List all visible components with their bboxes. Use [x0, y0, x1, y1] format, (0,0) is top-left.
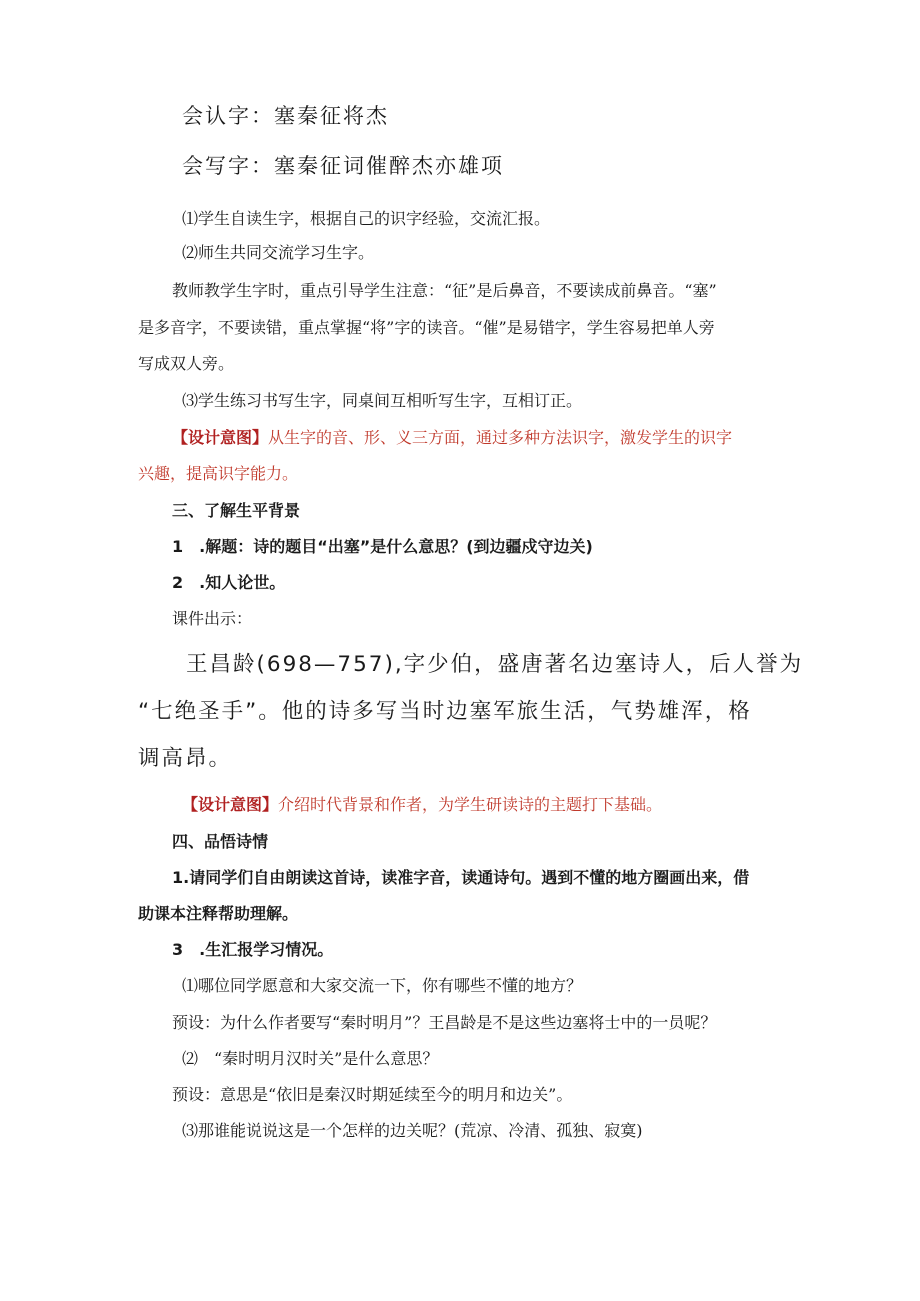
design-intent-2 — [182, 792, 662, 815]
section-3-heading: 三、了解生平背景 — [172, 501, 301, 520]
design-intent-2-tag: 【设计意图】 — [182, 795, 279, 814]
poet-intro-line-1: 王昌龄(698—757),字少伯，盛唐著名边塞诗人，后人誉为 — [186, 652, 804, 677]
section-4-heading: 四、品悟诗情 — [172, 832, 269, 851]
preset-2: 预设：意思是“依旧是秦汉时期延续至今的明月和边关”。 — [172, 1085, 573, 1104]
design-intent-1-line-2: 兴趣，提高识字能力。 — [138, 464, 299, 483]
question-3: ⑶那谁能说说这是一个怎样的边关呢？(荒凉、冷清、孤独、寂寞) — [182, 1121, 643, 1140]
design-intent-text: 从生字的音、形、义三方面，通过多种方法识字，激发学生的识字 — [268, 428, 733, 447]
section-4-item-3: 3 .生汇报学习情况。 — [172, 940, 334, 959]
teacher-note-line-3: 写成双人旁。 — [138, 354, 235, 373]
design-intent-1 — [172, 425, 732, 448]
section-3-item-1: 1 .解题：诗的题目“出塞”是什么意思？(到边疆戍守边关) — [172, 537, 593, 556]
courseware-label: 课件出示： — [172, 609, 253, 628]
step-3: ⑶学生练习书写生字，同桌间互相听写生字，互相订正。 — [182, 391, 583, 410]
char-write-line: 会写字：塞秦征词催醉杰亦雄项 — [182, 154, 504, 178]
poet-intro-line-3: 调高昂。 — [138, 746, 233, 771]
section-4-item-1-line-1: 1.请同学们自由朗读这首诗，读准字音，读通诗句。遇到不懂的地方圈画出来，借 — [172, 868, 750, 887]
question-1: ⑴哪位同学愿意和大家交流一下，你有哪些不懂的地方？ — [182, 976, 583, 995]
question-2: ⑵ “秦时明月汉时关”是什么意思？ — [182, 1049, 439, 1068]
teacher-note-line-2: 是多音字，不要读错，重点掌握“将”字的读音。“催”是易错字，学生容易把单人旁 — [138, 318, 715, 337]
design-intent-tag: 【设计意图】 — [172, 428, 269, 447]
poet-intro-line-2: “七绝圣手”。他的诗多写当时边塞军旅生活，气势雄浑，格 — [138, 699, 752, 724]
section-3-item-2: 2 .知人论世。 — [172, 573, 286, 592]
teacher-note-line-1: 教师教学生字时，重点引导学生注意：“征”是后鼻音，不要读成前鼻音。“塞” — [172, 281, 717, 300]
section-4-item-1-line-2: 助课本注释帮助理解。 — [138, 904, 299, 923]
step-1: ⑴学生自读生字，根据自己的识字经验，交流汇报。 — [182, 209, 551, 228]
preset-1: 预设：为什么作者要写“秦时明月”？王昌龄是不是这些边塞将士中的一员呢？ — [172, 1013, 717, 1032]
design-intent-2-text: 介绍时代背景和作者，为学生研读诗的主题打下基础。 — [278, 795, 663, 814]
step-2: ⑵师生共同交流学习生字。 — [182, 243, 375, 262]
char-recognize-line: 会认字：塞秦征将杰 — [182, 104, 389, 128]
